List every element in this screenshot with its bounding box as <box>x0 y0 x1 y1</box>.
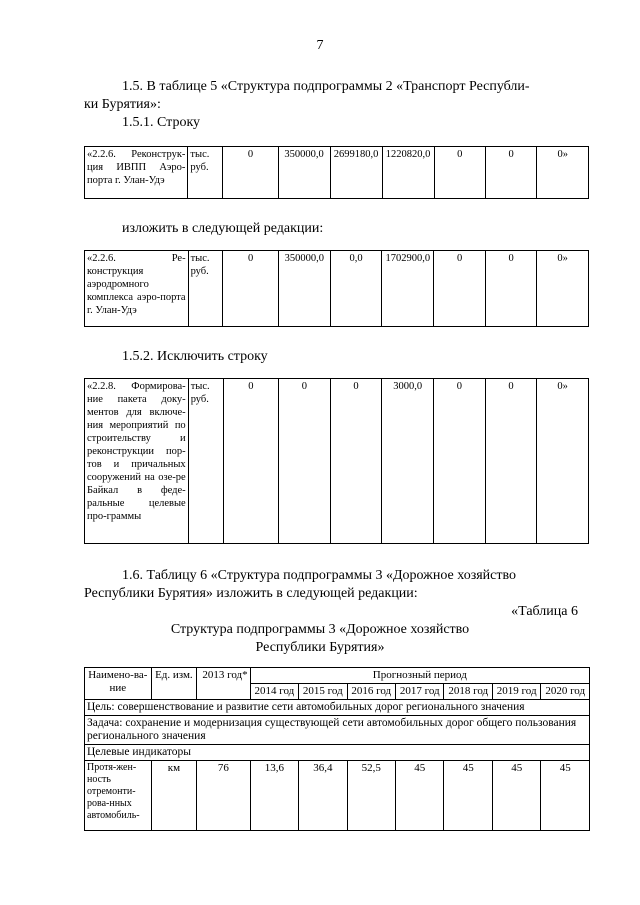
table6-row-2013: 76 <box>197 761 251 831</box>
table6-task: Задача: сохранение и модернизация существующей сети автомобильных дорог общего пользования регионального значения <box>85 716 590 745</box>
deleted-row-value: 0» <box>537 379 589 544</box>
table6-year: 2017 год <box>396 684 444 700</box>
para-1-5-line1: 1.5. В таблице 5 «Структура подпрограммы 2 «Транспорт Республи- <box>122 79 530 94</box>
para-1-5-1: 1.5.1. Строку <box>122 115 201 130</box>
table6-title-line1: Структура подпрограммы 3 «Дорожное хозяйство <box>170 622 470 637</box>
old-row-value: 0 <box>223 147 278 199</box>
table6-year: 2018 год <box>444 684 492 700</box>
deleted-row-value: 0 <box>434 379 486 544</box>
table6-label: «Таблица 6 <box>511 604 578 619</box>
new-row-value: 0,0 <box>330 251 382 327</box>
new-row-value: 350000,0 <box>278 251 330 327</box>
deleted-row-value: 0 <box>485 379 537 544</box>
table6 <box>84 667 590 831</box>
replace-text: изложить в следующей редакции: <box>122 221 324 236</box>
para-1-6-line2: Республики Бурятия» изложить в следующей редакции: <box>84 586 418 601</box>
new-row-value: 0 <box>223 251 278 327</box>
old-row-name: «2.2.6. Реконструк-ция ИВПП Аэро-порта г. Улан-Удэ <box>85 147 188 199</box>
deleted-row-value: 0 <box>330 379 382 544</box>
table6-header-name: Наимено-ва-ние <box>85 668 152 700</box>
table6-year: 2014 год <box>250 684 298 700</box>
new-row-value: 0» <box>537 251 589 327</box>
table6-year: 2015 год <box>299 684 347 700</box>
new-row-table <box>84 250 589 327</box>
table6-header-2013: 2013 год* <box>197 668 251 700</box>
table6-indicators: Целевые индикаторы <box>85 745 590 761</box>
deleted-row-table <box>84 378 589 544</box>
table6-row-value: 13,6 <box>250 761 298 831</box>
deleted-row-value: 0 <box>279 379 331 544</box>
table6-year: 2016 год <box>347 684 395 700</box>
old-row-value: 0 <box>434 147 485 199</box>
table6-year: 2019 год <box>492 684 540 700</box>
table6-row-value: 45 <box>444 761 492 831</box>
page-number: 7 <box>316 38 324 53</box>
deleted-row-unit: тыс. руб. <box>188 379 223 544</box>
old-row-unit: тыс. руб. <box>188 147 223 199</box>
table6-year: 2020 год <box>541 684 590 700</box>
new-row-unit: тыс. руб. <box>188 251 223 327</box>
old-row-value: 0 <box>485 147 536 199</box>
new-row-value: 0 <box>485 251 537 327</box>
old-row-value: 350000,0 <box>278 147 330 199</box>
para-1-5-line2: ки Бурятия»: <box>84 97 161 112</box>
table6-header-forecast: Прогнозный период <box>250 668 589 684</box>
table6-title-line2: Республики Бурятия» <box>255 640 385 655</box>
table6-row-unit: км <box>151 761 196 831</box>
deleted-row-value: 3000,0 <box>382 379 434 544</box>
deleted-row-name: «2.2.8. Формирова-ние пакета доку-ментов для включе-ния мероприятий по строительству и реконструкции пор-тов и причальных сооружений на озе-ре Байкал в феде-ральные целевые про-граммы <box>85 379 189 544</box>
para-1-5-2: 1.5.2. Исключить строку <box>122 349 268 364</box>
table6-row-value: 52,5 <box>347 761 395 831</box>
old-row-table <box>84 146 589 199</box>
table6-row-name: Протя-жен-ность отремонти-рова-нных автомобиль- <box>85 761 152 831</box>
old-row-value: 2699180,0 <box>330 147 382 199</box>
table6-row-value: 36,4 <box>299 761 347 831</box>
table6-row-value: 45 <box>396 761 444 831</box>
table6-row-value: 45 <box>541 761 590 831</box>
old-row-value: 0» <box>537 147 589 199</box>
table6-header-unit: Ед. изм. <box>151 668 196 700</box>
new-row-value: 0 <box>434 251 486 327</box>
table6-goal: Цель: совершенствование и развитие сети автомобильных дорог регионального значения <box>85 700 590 716</box>
new-row-name: «2.2.6. Ре-конструкция аэродромного комплекса аэро-порта г. Улан-Удэ <box>85 251 189 327</box>
deleted-row-value: 0 <box>223 379 279 544</box>
table6-row-value: 45 <box>492 761 540 831</box>
new-row-value: 1702900,0 <box>382 251 434 327</box>
old-row-value: 1220820,0 <box>382 147 434 199</box>
para-1-6-line1: 1.6. Таблицу 6 «Структура подпрограммы 3 «Дорожное хозяйство <box>122 568 516 583</box>
